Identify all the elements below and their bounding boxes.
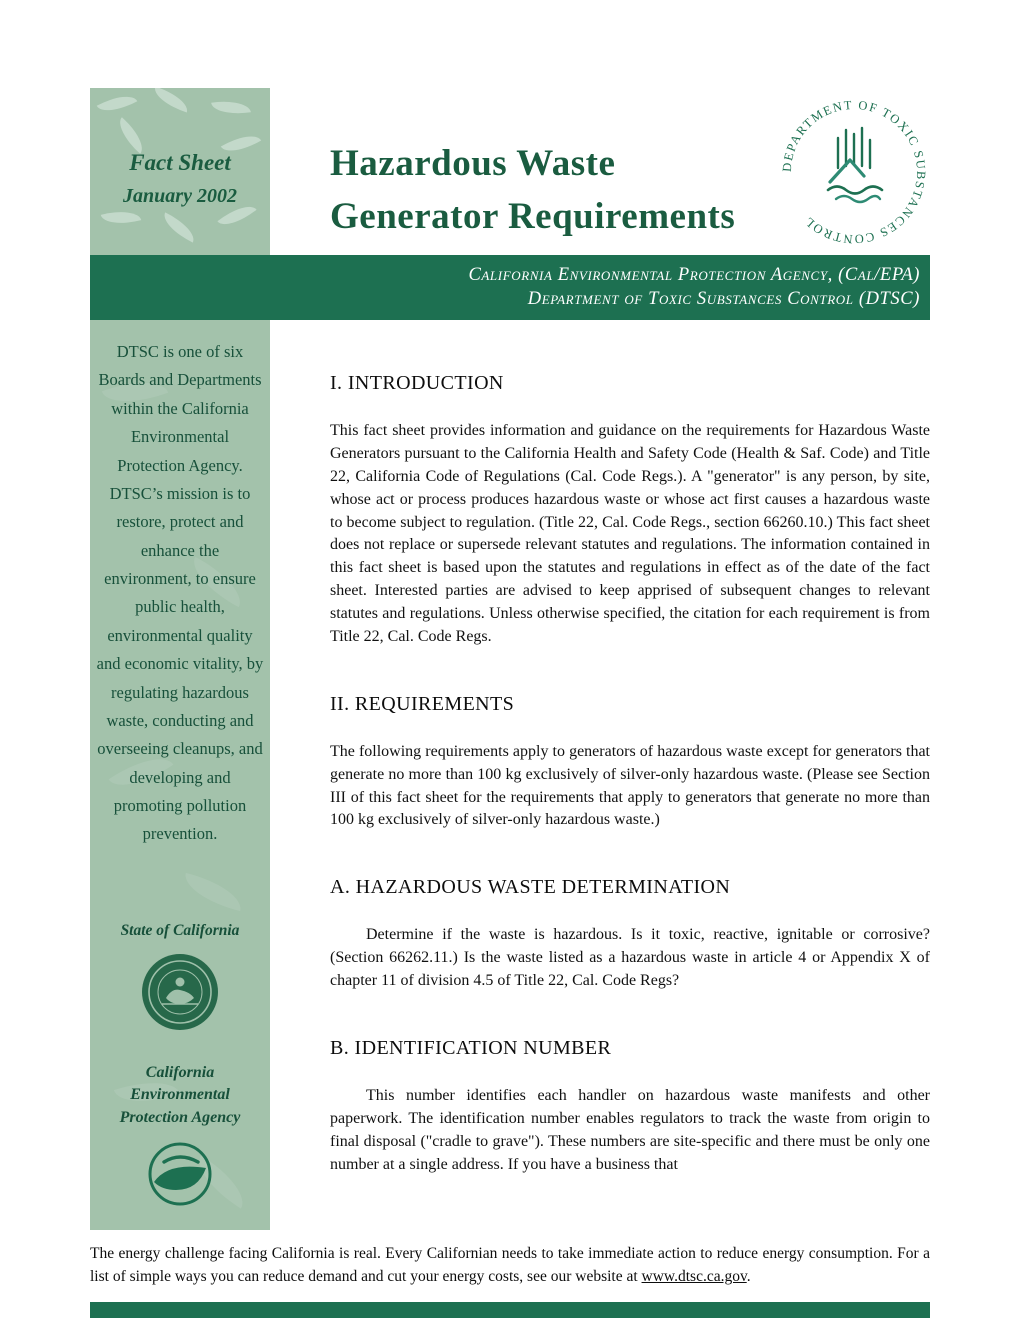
leaf-ornament	[151, 88, 192, 113]
section-heading-identification-number: B. IDENTIFICATION NUMBER	[330, 1036, 612, 1059]
agency-banner	[90, 255, 930, 320]
section-body-identification-number: This number identifies each handler on hazardous waste manifests and other paperwork. The identification number enables regulators to track the waste from origin to final disposal ("cradle to grave"). These numbers are site-specific and there must be only one number at a single address. If you have a business that	[330, 1086, 930, 1173]
section-body-introduction: This fact sheet provides information and guidance on the requirements for Hazardous Waste Generators pursuant to the California Health and Safety Code (Health & Saf. Code) and Title 22, California Code of Regulations (Cal. Code Regs.). A "generator" is any person, by site, whose act or process produces hazardous waste or whose act first causes a hazardous waste to become subject to regulation. (Title 22, Cal. Code Regs., section 66260.10.) This fact sheet does not replace or supersede relevant statutes and regulations. The information contained in this fact sheet is based upon the statutes and regulations in effect as of the date of the fact sheet. Interested parties are advised to keep apprised of subsequent changes to relevant statutes and regulations. Unless otherwise specified, the citation for each requirement is from Title 22, Cal. Code Regs.	[330, 422, 930, 645]
dtsc-seal-logo	[772, 90, 936, 259]
calepa-logo-icon	[144, 1138, 216, 1210]
state-of-california-label: State of California	[120, 922, 240, 939]
dtsc-seal-icon	[772, 90, 936, 254]
calepa-logo	[144, 1138, 216, 1215]
dtsc-website-link[interactable]: www.dtsc.ca.gov	[641, 1268, 747, 1286]
energy-notice-period: .	[746, 1268, 751, 1286]
section-heading-introduction: I. INTRODUCTION	[330, 372, 504, 394]
section-heading-waste-determination: A. HAZARDOUS WASTE DETERMINATION	[330, 876, 731, 899]
calepa-agency-label: California Environmental Protection Agency	[119, 1064, 241, 1126]
section-heading-requirements: II. REQUIREMENTS	[330, 692, 515, 715]
dtsc-mission-text: DTSC is one of six Boards and Departments within the California Environmental Protection Agency. DTSC’s mission is to restore, protect and enhance the environment, to ensure public health, environmental quality and economic vitality, by regulating hazardous waste, conducting and overseeing cleanups, and developing and promoting pollution prevention.	[96, 342, 264, 844]
page-title-line1: Hazardous Waste	[330, 143, 616, 184]
energy-notice-text: The energy challenge facing California is real. Every Californian needs to take immediate action to reduce energy consumption. For a list of simple ways you can reduce demand and cut your energy costs, see our website at	[90, 1245, 930, 1286]
leaf-ornament	[159, 212, 200, 242]
banner-line1: California Environmental Protection Agency, (Cal/EPA)	[468, 265, 920, 285]
banner-line2: Department of Toxic Substances Control (DTSC)	[527, 288, 920, 309]
section-body-waste-determination: Determine if the waste is hazardous. Is it toxic, reactive, ignitable or corrosive? (Section 66262.11.) Is the waste listed as a hazardous waste in article 4 or Appendix X of chapter 11 of division 4.5 of Title 22, Cal. Code Regs?	[330, 926, 930, 989]
california-state-seal	[140, 952, 220, 1037]
state-seal-icon	[140, 952, 220, 1032]
leaf-ornament	[211, 97, 251, 117]
main-content	[330, 372, 930, 1176]
energy-notice	[90, 1242, 930, 1289]
fact-sheet-date: January 2002	[123, 184, 237, 207]
fact-sheet-label	[90, 146, 270, 211]
leaf-ornament	[97, 88, 138, 119]
svg-text:DEPARTMENT OF TOXIC SUBSTANCES: DEPARTMENT OF TOXIC SUBSTANCES CONTROL	[779, 97, 929, 247]
sidebar	[90, 320, 270, 1230]
fact-sheet-text: Fact Sheet	[129, 150, 231, 175]
leaf-ornament	[180, 873, 246, 911]
bottom-rule-bar	[90, 1302, 930, 1318]
sidebar-masthead-block	[90, 88, 270, 255]
section-body-requirements: The following requirements apply to generators of hazardous waste except for generators that generate no more than 100 kg exclusively of silver-only hazardous waste. (Please see Section III of this fact sheet for the requirements that apply to generators that generate no more than 100 kg exclusively of silver-only hazardous waste.)	[330, 742, 930, 829]
page-title-line2: Generator Requirements	[330, 195, 736, 237]
page-title	[330, 138, 800, 243]
